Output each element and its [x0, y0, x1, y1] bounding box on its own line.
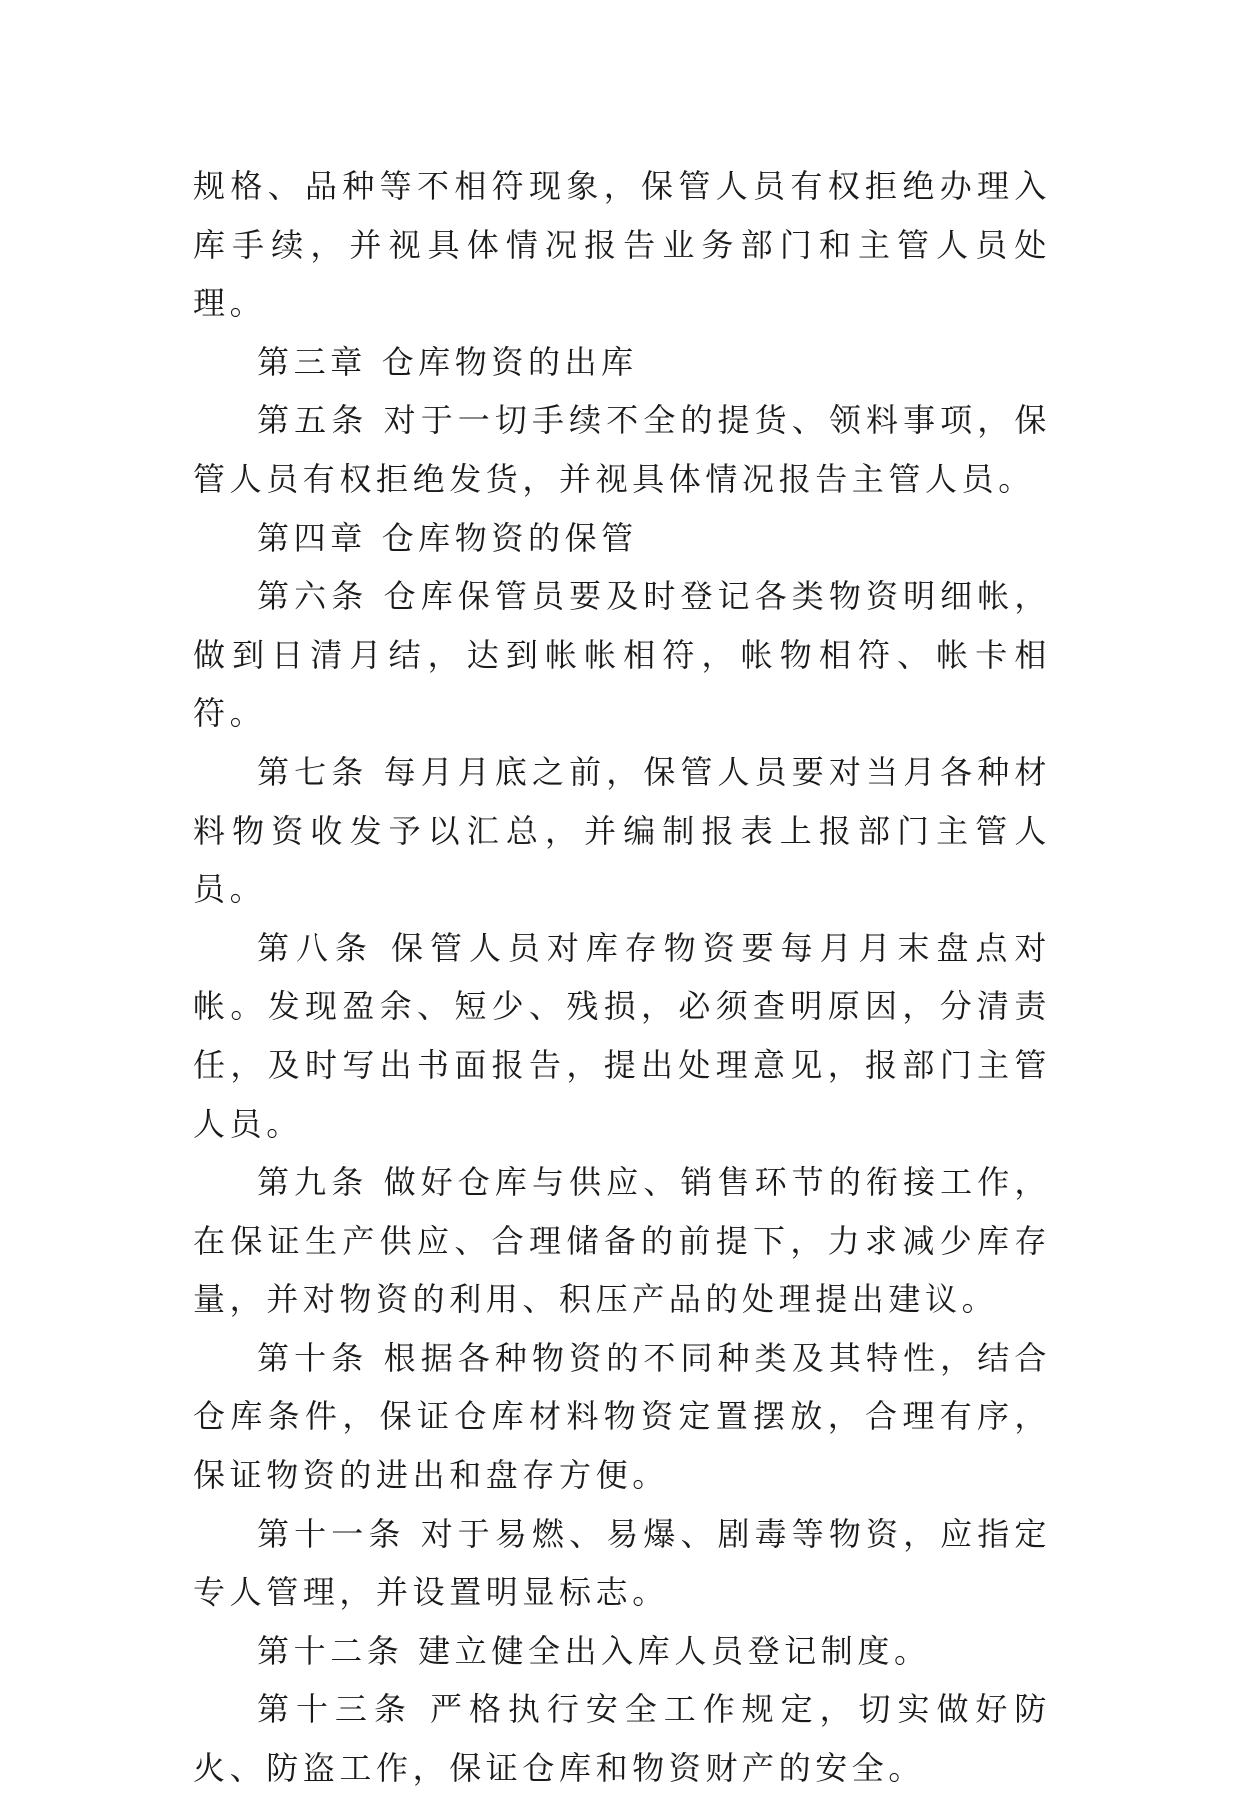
article-7: 第七条 每月月底之前，保管人员要对当月各种材料物资收发予以汇总，并编制报表上报部门主管人员。 [193, 752, 1051, 909]
article-10: 第十条 根据各种物资的不同种类及其特性，结合仓库条件，保证仓库材料物资定置摆放，合理有序，保证物资的进出和盘存方便。 [193, 1338, 1051, 1495]
document-body [193, 157, 1051, 1798]
chapter-heading-4: 第四章 仓库物资的保管 [257, 518, 638, 557]
article-8: 第八条 保管人员对库存物资要每月月末盘点对帐。发现盈余、短少、残损，必须查明原因，分清责任，及时写出书面报告，提出处理意见，报部门主管人员。 [193, 928, 1051, 1143]
article-12: 第十二条 建立健全出入库人员登记制度。 [257, 1631, 931, 1670]
article-9: 第九条 做好仓库与供应、销售环节的衔接工作，在保证生产供应、合理储备的前提下，力求减少库存量，并对物资的利用、积压产品的处理提出建议。 [193, 1163, 1051, 1319]
chapter-heading-3: 第三章 仓库物资的出库 [257, 342, 638, 381]
article-13: 第十三条 严格执行安全工作规定，切实做好防火、防盗工作，保证仓库和物资财产的安全。 [193, 1690, 1051, 1788]
article-5: 第五条 对于一切手续不全的提货、领料事项，保管人员有权拒绝发货，并视具体情况报告主管人员。 [193, 401, 1051, 498]
paragraph-continuation: 规格、品种等不相符现象，保管人员有权拒绝办理入库手续，并视具体情况报告业务部门和主管人员处理。 [193, 167, 1051, 323]
article-11: 第十一条 对于易燃、易爆、剧毒等物资，应指定专人管理，并设置明显标志。 [193, 1514, 1051, 1612]
article-6: 第六条 仓库保管员要及时登记各类物资明细帐，做到日清月结，达到帐帐相符，帐物相符、帐卡相符。 [193, 577, 1051, 733]
